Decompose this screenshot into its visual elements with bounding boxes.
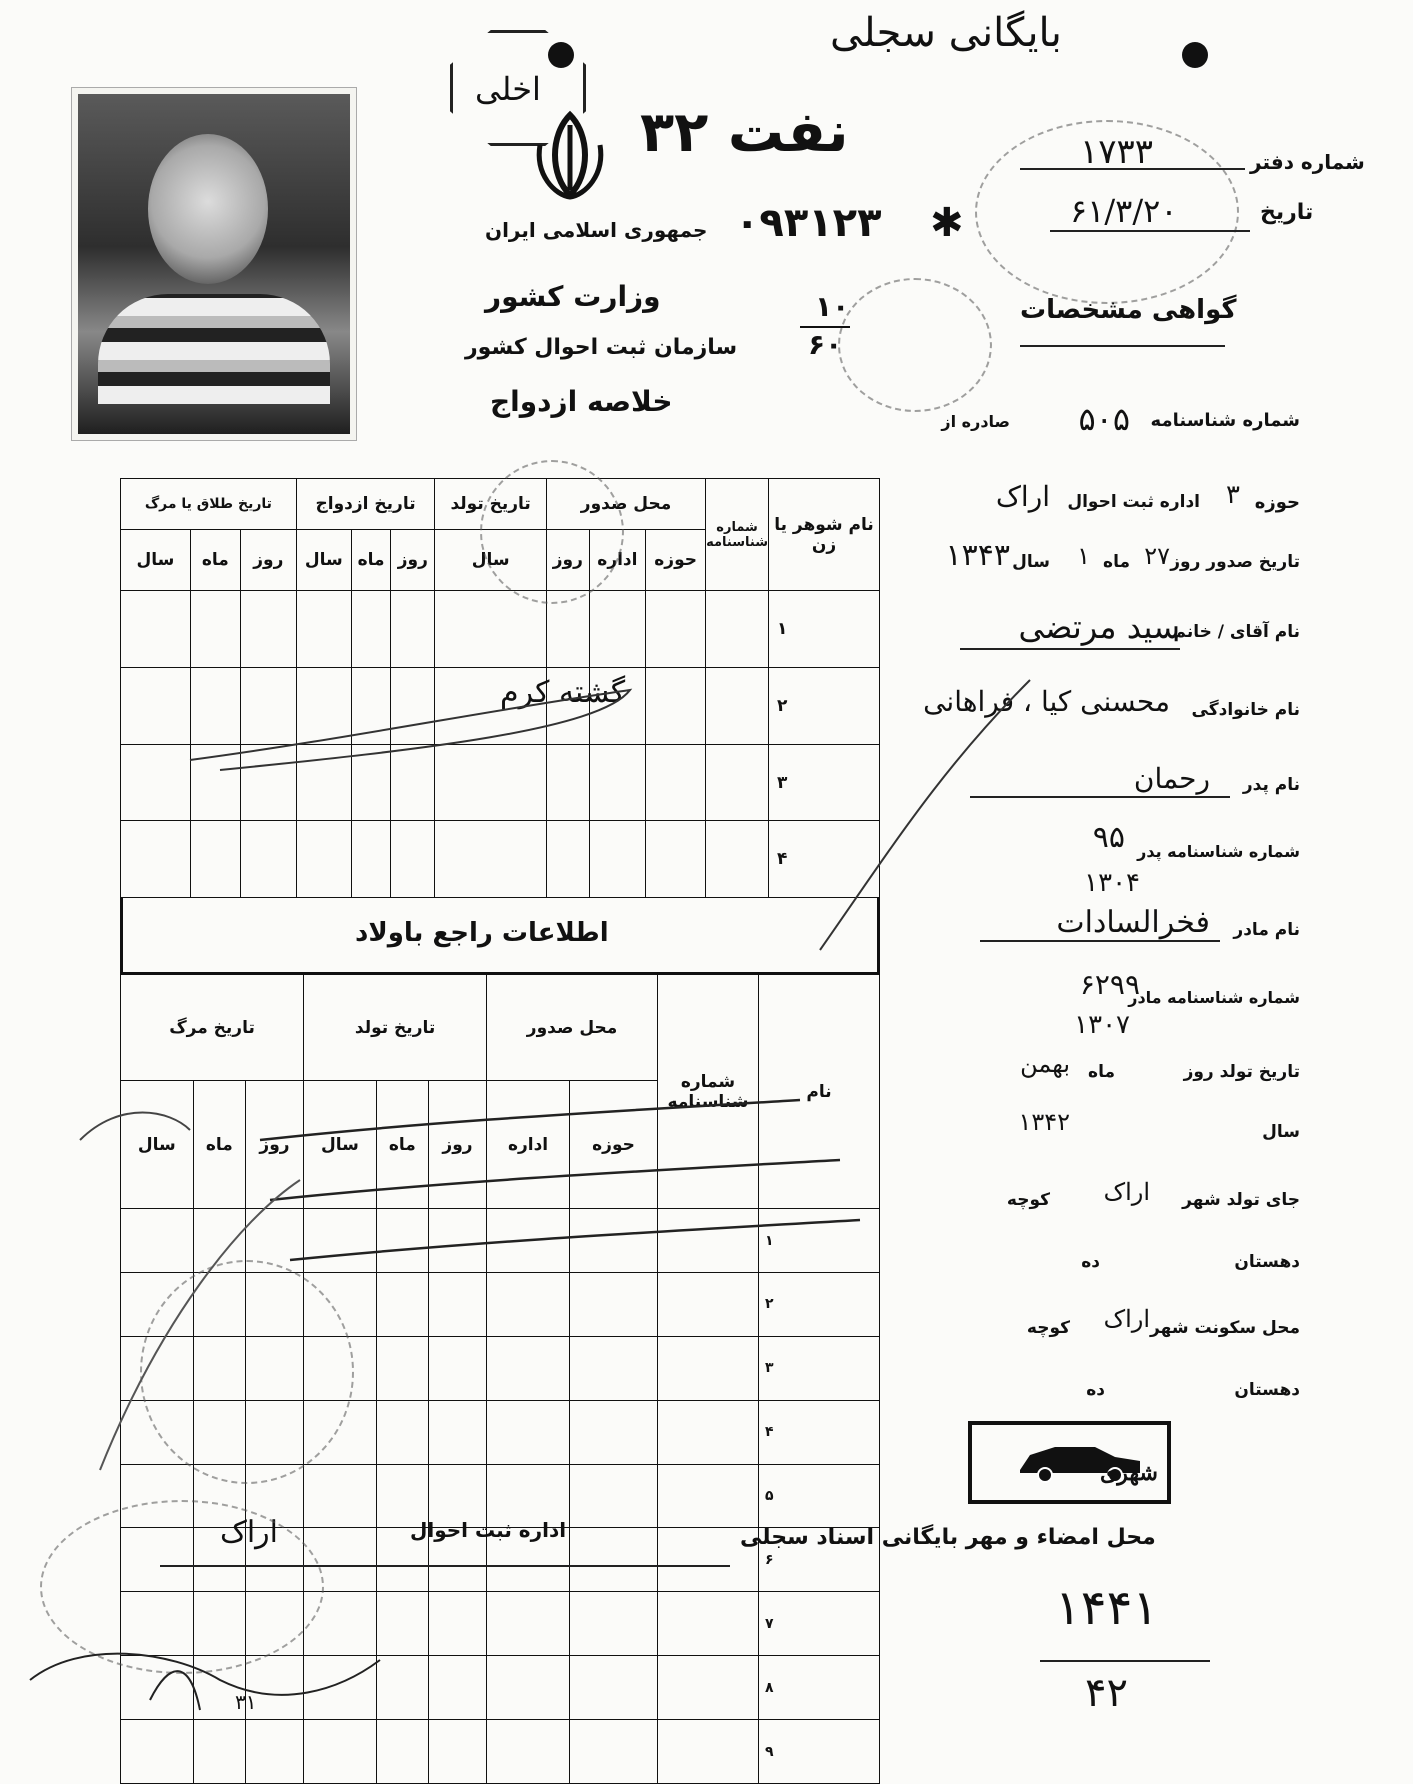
document-title: خلاصه ازدواج bbox=[490, 385, 673, 418]
header-id-number: شماره شناسنامه bbox=[706, 479, 769, 591]
header-child-death: تاریخ مرگ bbox=[121, 975, 304, 1081]
sub-child-birth-year: سال bbox=[304, 1081, 377, 1209]
sub-child-death-year: سال bbox=[121, 1081, 194, 1209]
row-number: ۴ bbox=[759, 1400, 880, 1464]
signature-scribble bbox=[20, 1620, 420, 1730]
certificate-title: گواهی مشخصات bbox=[1020, 295, 1237, 325]
field-mid-year: سال bbox=[1012, 552, 1050, 572]
field-value-issue-year: ۱۳۴۳ bbox=[945, 538, 1010, 573]
field-value-mother: فخرالسادات bbox=[1056, 905, 1210, 940]
sub-birth-year: سال bbox=[435, 530, 547, 591]
field-value-mother-year: ۱۳۰۷ bbox=[1074, 1010, 1130, 1040]
sub-issue-office: اداره bbox=[589, 530, 646, 591]
field-label-surname: نام خانوادگی bbox=[1191, 700, 1300, 720]
field-label-birth-year: سال bbox=[1262, 1122, 1300, 1142]
field-label-mother-id: شماره شناسنامه مادر bbox=[1128, 988, 1300, 1007]
header-spouse-name: نام شوهر یا زن bbox=[769, 479, 880, 591]
header-child-name: نام bbox=[759, 975, 880, 1209]
octagon-stamp-label: اخلی bbox=[475, 70, 541, 108]
field-value-issue-day: ۲۷ bbox=[1144, 542, 1170, 570]
row-number: ۴ bbox=[769, 821, 880, 898]
sub-marriage-year: سال bbox=[296, 530, 351, 591]
bottom-small-number: ۳۱ bbox=[235, 1690, 257, 1714]
field-mid-birth-month: ماه bbox=[1088, 1062, 1115, 1082]
signature-handwritten-city: اراک bbox=[220, 1515, 279, 1550]
sub-divorce-year: سال bbox=[121, 530, 191, 591]
photo-shirt bbox=[98, 294, 330, 404]
round-stamp-top bbox=[838, 278, 992, 412]
field-mid-registry-office: اداره ثبت احوال bbox=[1067, 492, 1200, 512]
header-child-birth: تاریخ تولد bbox=[304, 975, 487, 1081]
field-value-birth-year: ۱۳۴۲ bbox=[1018, 1108, 1070, 1136]
sub-divorce-month: ماه bbox=[190, 530, 240, 591]
fraction-bottom: ۶۰ bbox=[808, 328, 843, 361]
field-value-father-year: ۱۳۰۴ bbox=[1084, 868, 1140, 898]
row-number: ۶ bbox=[759, 1528, 880, 1592]
office-number-line bbox=[1020, 168, 1245, 170]
sub-child-issue-district: حوزه bbox=[570, 1081, 658, 1209]
photo-face bbox=[148, 134, 268, 284]
field-suffix-issued-from: صادره از bbox=[941, 412, 1010, 431]
row-number: ۵ bbox=[759, 1464, 880, 1528]
date-value: ۶۱/۳/۲۰ bbox=[1070, 192, 1178, 230]
fraction-top: ۱۰ bbox=[815, 290, 850, 323]
field-label-father-id: شماره شناسنامه پدر bbox=[1137, 842, 1300, 861]
row-number: ۷ bbox=[759, 1592, 880, 1656]
serial-number: ۰۹۳۱۲۳ bbox=[735, 200, 882, 246]
field-label-residence: محل سکونت شهر bbox=[1150, 1318, 1300, 1338]
round-stamp-middle bbox=[140, 1260, 354, 1484]
header-marriage-date: تاریخ ازدواج bbox=[296, 479, 435, 530]
field-label-father: نام پدر bbox=[1242, 775, 1300, 795]
round-stamp-marriage-table bbox=[480, 460, 624, 604]
ministry-title: وزارت کشور bbox=[485, 280, 661, 313]
car-stamp-label: شهری bbox=[1100, 1460, 1158, 1486]
emblem-icon bbox=[520, 105, 620, 205]
date-label: تاریخ bbox=[1260, 200, 1314, 225]
field-value-name: سید مرتضی bbox=[1018, 608, 1180, 646]
field-value-father-id: ۹۵ bbox=[1092, 820, 1125, 855]
bottom-number-line bbox=[1040, 1660, 1210, 1662]
certificate-title-underline bbox=[1020, 345, 1225, 347]
republic-title: جمهوری اسلامی ایران bbox=[485, 218, 708, 242]
header-child-id: شماره شناسنامه bbox=[658, 975, 759, 1209]
signature-label: محل امضاء و مهر بایگانی اسناد سجلی bbox=[740, 1525, 1156, 1550]
sub-issue-district: حوزه bbox=[646, 530, 706, 591]
children-title: اطلاعات راجع باولاد bbox=[355, 918, 609, 948]
star-icon: ✱ bbox=[930, 200, 964, 246]
field-mid-month: ماه bbox=[1103, 552, 1130, 572]
field-label-rural-district-1: دهستان bbox=[1234, 1252, 1300, 1272]
handwritten-top-number: نفت ۳۲ bbox=[640, 100, 849, 165]
field-value-residence: اراک bbox=[1103, 1305, 1150, 1333]
field-value-mother-id: ۶۲۹۹ bbox=[1079, 968, 1140, 1001]
row-number: ۳ bbox=[769, 744, 880, 821]
sub-issue-day: روز bbox=[546, 530, 589, 591]
bottom-number-top: ۱۴۴۱ bbox=[1055, 1580, 1159, 1636]
field-suffix-birth-street: کوچه bbox=[1006, 1190, 1050, 1210]
header-birth-date: تاریخ تولد bbox=[435, 479, 547, 530]
field-value-birth-month: بهمن bbox=[1020, 1050, 1070, 1078]
portrait-photo bbox=[72, 88, 356, 440]
field-value-surname: محسنی کیا ، فراهانی bbox=[923, 685, 1170, 718]
sub-marriage-month: ماه bbox=[351, 530, 391, 591]
sub-divorce-day: روز bbox=[240, 530, 296, 591]
field-label-name: نام آقای / خانم bbox=[1173, 622, 1300, 642]
marriage-table-handwritten-note: گشته کرم bbox=[500, 675, 626, 710]
sub-marriage-day: روز bbox=[391, 530, 435, 591]
field-value-district: ۳ bbox=[1226, 480, 1240, 510]
handwritten-top-label: بایگانی سجلی bbox=[830, 10, 1062, 56]
field-value-registry-city: اراک bbox=[995, 480, 1050, 513]
field-suffix-village-2: ده bbox=[1086, 1380, 1105, 1400]
row-number: ۲ bbox=[769, 668, 880, 745]
field-value-issue-month: ۱ bbox=[1077, 542, 1090, 570]
date-line bbox=[1050, 230, 1250, 232]
signature-office: اداره ثبت احوال bbox=[410, 1518, 567, 1542]
sub-child-issue-office: اداره bbox=[487, 1081, 570, 1209]
field-suffix-village-1: ده bbox=[1081, 1252, 1100, 1272]
row-number: ۲ bbox=[759, 1273, 880, 1337]
row-number: ۸ bbox=[759, 1656, 880, 1720]
sub-child-death-day: روز bbox=[245, 1081, 303, 1209]
field-label-birth-day: تاریخ تولد روز bbox=[1183, 1062, 1300, 1082]
field-value-birthplace: اراک bbox=[1103, 1178, 1150, 1206]
field-value-father: رحمان bbox=[1133, 762, 1210, 795]
field-label-issue-day: تاریخ صدور روز bbox=[1170, 552, 1300, 572]
field-label-birthplace: جای تولد شهر bbox=[1182, 1190, 1300, 1210]
field-label-rural-district-2: دهستان bbox=[1234, 1380, 1300, 1400]
field-label-id-number: شماره شناسنامه bbox=[1150, 410, 1300, 431]
header-child-issue: محل صدور bbox=[487, 975, 658, 1081]
header-divorce-date: تاریخ طلاق یا مرگ bbox=[121, 479, 297, 530]
org-title: سازمان ثبت احوال کشور bbox=[465, 335, 738, 360]
row-number: ۹ bbox=[759, 1720, 880, 1784]
sub-child-birth-month: ماه bbox=[376, 1081, 428, 1209]
office-number-label: شماره دفتر bbox=[1250, 150, 1365, 174]
bottom-number-bottom: ۴۲ bbox=[1085, 1670, 1128, 1716]
header-issue-place: محل صدور bbox=[546, 479, 705, 530]
field-suffix-residence-street: کوچه bbox=[1026, 1318, 1070, 1338]
punch-hole-right bbox=[1182, 42, 1208, 68]
row-number: ۱ bbox=[759, 1209, 880, 1273]
field-label-district: حوزه bbox=[1254, 492, 1300, 513]
sub-child-birth-day: روز bbox=[428, 1081, 486, 1209]
sub-child-death-month: ماه bbox=[193, 1081, 245, 1209]
office-number-value: ۱۷۳۳ bbox=[1080, 132, 1154, 172]
field-label-mother: نام مادر bbox=[1233, 920, 1300, 940]
row-number: ۳ bbox=[759, 1336, 880, 1400]
row-number: ۱ bbox=[769, 591, 880, 668]
field-value-id-number: ۵۰۵ bbox=[1078, 400, 1130, 438]
